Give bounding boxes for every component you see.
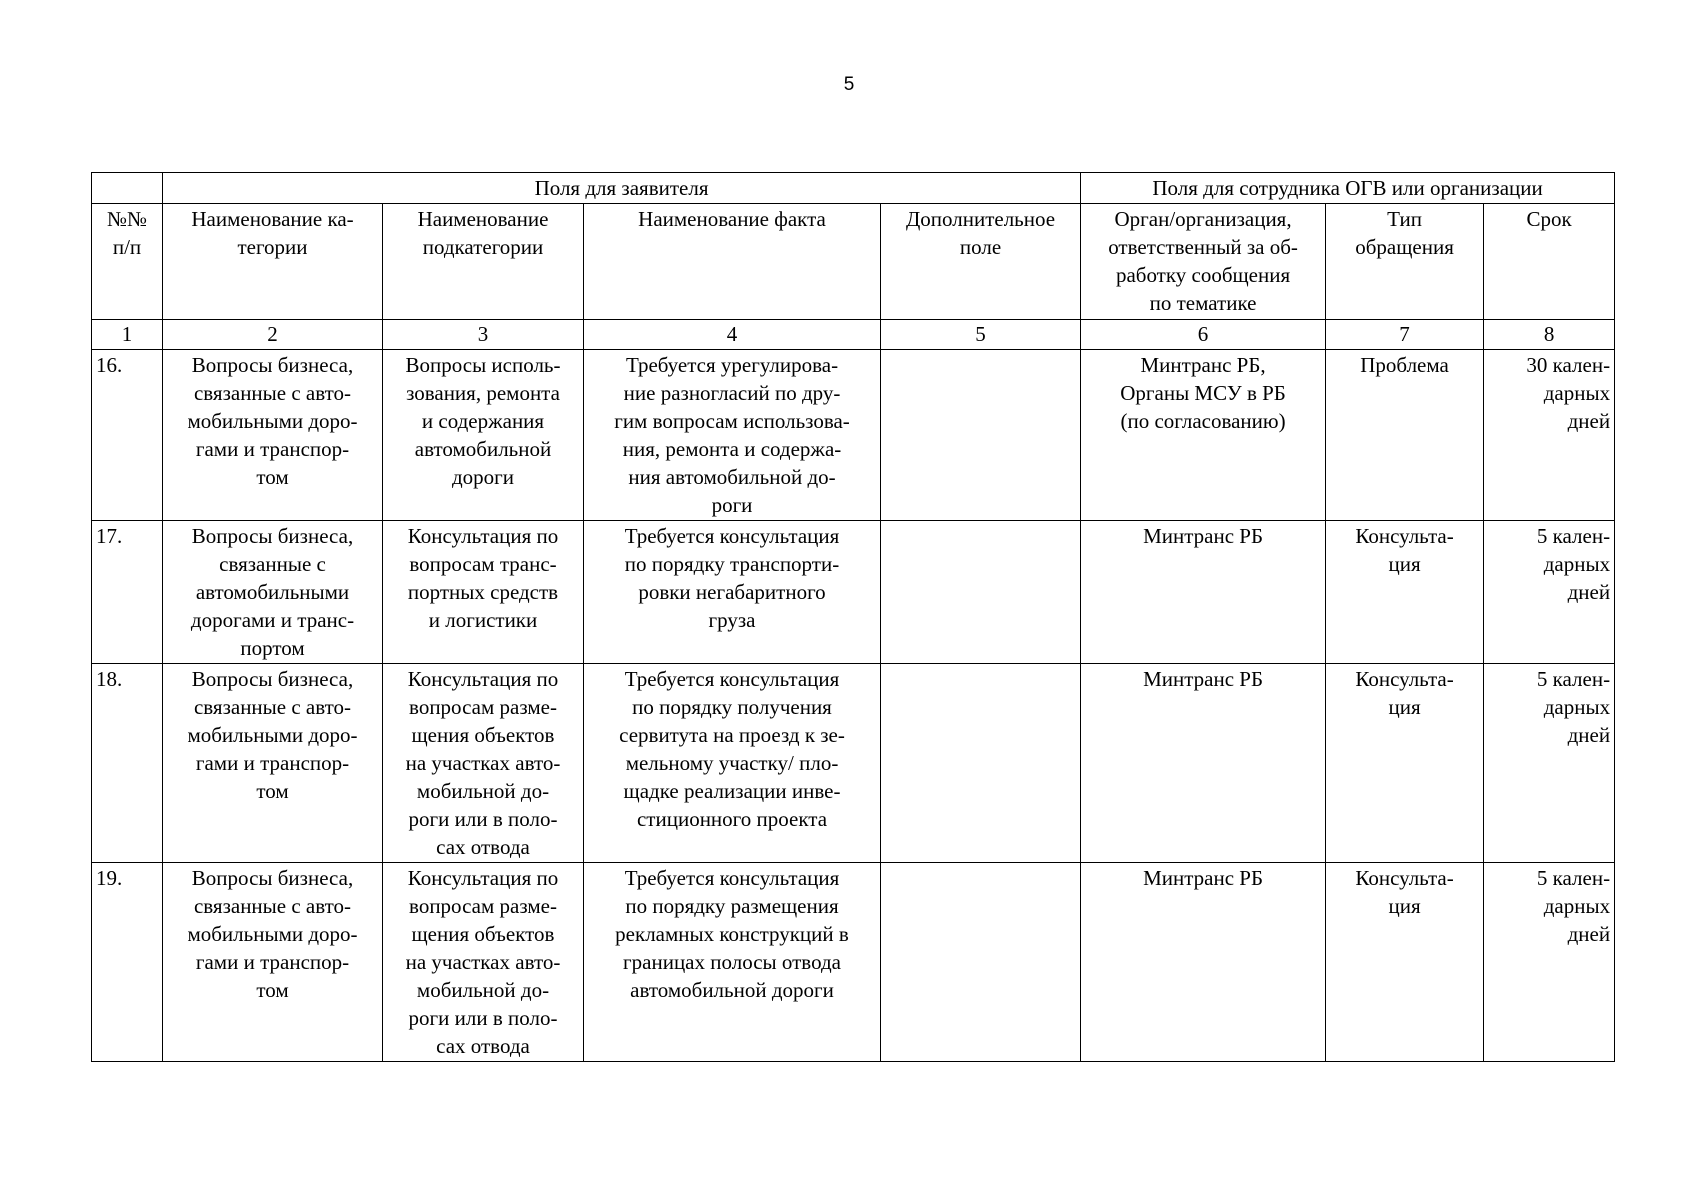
text-line: ние разногласий по дру- [623, 381, 841, 405]
cell-category [163, 664, 383, 863]
text-line: Консультация по [407, 667, 559, 691]
cell-subcategory [383, 863, 584, 1062]
col-header-type [1326, 204, 1484, 320]
text-line: Вопросы бизнеса, [191, 524, 354, 548]
text-line: по порядку транспорти- [624, 552, 840, 576]
cell-subcategory [383, 521, 584, 664]
text-line: груза [708, 608, 756, 632]
cell-category [163, 863, 383, 1062]
text-line: 30 кален- [1526, 353, 1611, 377]
cell-subcategory [383, 664, 584, 863]
text-line: роги или в поло- [408, 1006, 558, 1030]
text-line: Минтранс РБ [1143, 667, 1264, 691]
text-line: мельному участку/ пло- [625, 751, 839, 775]
col-header-term [1484, 204, 1615, 320]
text-line: связанные с авто- [193, 381, 352, 405]
text-line: Тип [1387, 207, 1422, 231]
text-line: подкатегории [422, 235, 544, 259]
text-line: мобильными доро- [187, 723, 358, 747]
text-line: ния автомобильной до- [628, 465, 836, 489]
text-line: Органы МСУ в РБ [1120, 381, 1286, 405]
text-line: щения объектов [411, 723, 555, 747]
col-header-extra [881, 204, 1081, 320]
text-line: ция [1388, 695, 1421, 719]
text-line: Требуется консультация [624, 667, 840, 691]
row-number: 18. [92, 664, 163, 863]
text-line: том [256, 978, 289, 1002]
col-number: 1 [92, 320, 163, 350]
cell-type [1326, 350, 1484, 521]
text-line: гим вопросам использова- [614, 409, 850, 433]
text-line: связанные с авто- [193, 894, 352, 918]
text-line: ция [1388, 894, 1421, 918]
text-line: поле [959, 235, 1002, 259]
text-line: по порядку получения [632, 695, 832, 719]
text-line: гами и транспор- [195, 751, 350, 775]
col-header-num [92, 204, 163, 320]
text-line: вопросам транс- [409, 552, 557, 576]
text-line: Вопросы бизнеса, [191, 667, 354, 691]
text-line: дарных [1543, 894, 1611, 918]
text-line: ция [1388, 552, 1421, 576]
text-line: и логистики [428, 608, 538, 632]
text-line: Минтранс РБ [1143, 866, 1264, 890]
text-line: щадке реализации инве- [623, 779, 841, 803]
text-line: по тематике [1149, 291, 1257, 315]
table-row [92, 521, 1615, 664]
text-line: автомобильной [414, 437, 552, 461]
text-line: Требуется консультация [624, 866, 840, 890]
text-line: дарных [1543, 381, 1611, 405]
text-line: связанные с авто- [193, 695, 352, 719]
text-line: ровки негабаритного [638, 580, 826, 604]
text-line: том [256, 779, 289, 803]
col-number: 8 [1484, 320, 1615, 350]
text-line: щения объектов [411, 922, 555, 946]
text-line: Консульта- [1355, 866, 1454, 890]
text-line: Вопросы исполь- [405, 353, 561, 377]
text-line: Консульта- [1355, 524, 1454, 548]
cell-organ [1081, 664, 1326, 863]
group-header-employee: Поля для сотрудника ОГВ или организации [1081, 173, 1615, 204]
col-header-category [163, 204, 383, 320]
col-number: 7 [1326, 320, 1484, 350]
text-line: Срок [1526, 207, 1572, 231]
text-line: Наименование факта [638, 207, 826, 231]
text-line: Минтранс РБ [1143, 524, 1264, 548]
text-line: 5 кален- [1536, 866, 1611, 890]
cell-organ [1081, 521, 1326, 664]
text-line: п/п [112, 235, 142, 259]
cell-extra [881, 664, 1081, 863]
page-number: 5 [843, 74, 855, 95]
cell-category [163, 521, 383, 664]
text-line: портом [240, 636, 305, 660]
text-line: автомобильными [195, 580, 350, 604]
text-line: дней [1567, 409, 1611, 433]
cell-term [1484, 350, 1615, 521]
col-header-fact [584, 204, 881, 320]
text-line: 5 кален- [1536, 667, 1611, 691]
cell-category [163, 350, 383, 521]
text-line: мобильной до- [416, 978, 550, 1002]
text-line: Орган/организация, [1114, 207, 1292, 231]
cell-term [1484, 521, 1615, 664]
col-number: 3 [383, 320, 584, 350]
table-row [92, 863, 1615, 1062]
cell-fact [584, 521, 881, 664]
col-number: 6 [1081, 320, 1326, 350]
text-line: ответственный за об- [1108, 235, 1298, 259]
text-line: на участках авто- [405, 950, 561, 974]
text-line: дорогами и транс- [190, 608, 355, 632]
col-header-subcategory [383, 204, 584, 320]
col-header-organ [1081, 204, 1326, 320]
text-line: Вопросы бизнеса, [191, 353, 354, 377]
text-line: границах полосы отвода [623, 950, 841, 974]
text-line: дороги [451, 465, 515, 489]
text-line: ния, ремонта и содержа- [622, 437, 842, 461]
cell-term [1484, 664, 1615, 863]
cell-fact [584, 863, 881, 1062]
text-line: роги или в поло- [408, 807, 558, 831]
cell-term [1484, 863, 1615, 1062]
cell-fact [584, 664, 881, 863]
text-line: вопросам разме- [409, 695, 557, 719]
text-line: дарных [1543, 552, 1611, 576]
text-line: Требуется консультация [624, 524, 840, 548]
text-line: Консультация по [407, 866, 559, 890]
text-line: и содержания [421, 409, 545, 433]
text-line: стиционного проекта [636, 807, 828, 831]
text-line: дней [1567, 580, 1611, 604]
text-line: Консультация по [407, 524, 559, 548]
text-line: на участках авто- [405, 751, 561, 775]
column-number-row [92, 320, 1615, 350]
text-line: мобильными доро- [187, 409, 358, 433]
text-line: роги [711, 493, 753, 517]
cell-fact [584, 350, 881, 521]
text-line: по порядку размещения [625, 894, 839, 918]
text-line: Дополнительное [905, 207, 1056, 231]
text-line: сах отвода [436, 835, 530, 859]
text-line: Проблема [1360, 353, 1449, 377]
cell-extra [881, 521, 1081, 664]
text-line: сах отвода [436, 1034, 530, 1058]
column-header-row [92, 204, 1615, 320]
text-line: сервитута на проезд к зе- [619, 723, 845, 747]
text-line: тегории [237, 235, 308, 259]
group-header-empty [92, 173, 163, 204]
table-row [92, 350, 1615, 521]
cell-extra [881, 863, 1081, 1062]
row-number: 16. [92, 350, 163, 521]
text-line: (по согласованию) [1120, 409, 1286, 433]
text-line: №№ [106, 207, 148, 231]
text-line: Наименование ка- [191, 207, 354, 231]
text-line: обращения [1355, 235, 1454, 259]
group-header-row [92, 173, 1615, 204]
text-line: Вопросы бизнеса, [191, 866, 354, 890]
cell-type [1326, 664, 1484, 863]
services-table [91, 172, 1615, 1062]
text-line: мобильными доро- [187, 922, 358, 946]
text-line: дарных [1543, 695, 1611, 719]
text-line: автомобильной дороги [630, 978, 834, 1002]
text-line: том [256, 465, 289, 489]
text-line: Минтранс РБ, [1140, 353, 1266, 377]
col-number: 5 [881, 320, 1081, 350]
text-line: рекламных конструкций в [615, 922, 849, 946]
cell-type [1326, 863, 1484, 1062]
text-line: дней [1567, 723, 1611, 747]
text-line: дней [1567, 922, 1611, 946]
row-number: 17. [92, 521, 163, 664]
cell-type [1326, 521, 1484, 664]
row-number: 19. [92, 863, 163, 1062]
text-line: гами и транспор- [195, 437, 350, 461]
text-line: вопросам разме- [409, 894, 557, 918]
col-number: 4 [584, 320, 881, 350]
text-line: Консульта- [1355, 667, 1454, 691]
cell-extra [881, 350, 1081, 521]
text-line: мобильной до- [416, 779, 550, 803]
text-line: Требуется урегулирова- [625, 353, 839, 377]
cell-organ [1081, 350, 1326, 521]
cell-subcategory [383, 350, 584, 521]
group-header-applicant: Поля для заявителя [163, 173, 1081, 204]
text-line: Наименование [417, 207, 549, 231]
text-line: портных средств [407, 580, 559, 604]
cell-organ [1081, 863, 1326, 1062]
text-line: 5 кален- [1536, 524, 1611, 548]
text-line: связанные с [219, 552, 326, 576]
text-line: гами и транспор- [195, 950, 350, 974]
text-line: зования, ремонта [406, 381, 560, 405]
text-line: работку сообщения [1115, 263, 1291, 287]
col-number: 2 [163, 320, 383, 350]
table-row [92, 664, 1615, 863]
